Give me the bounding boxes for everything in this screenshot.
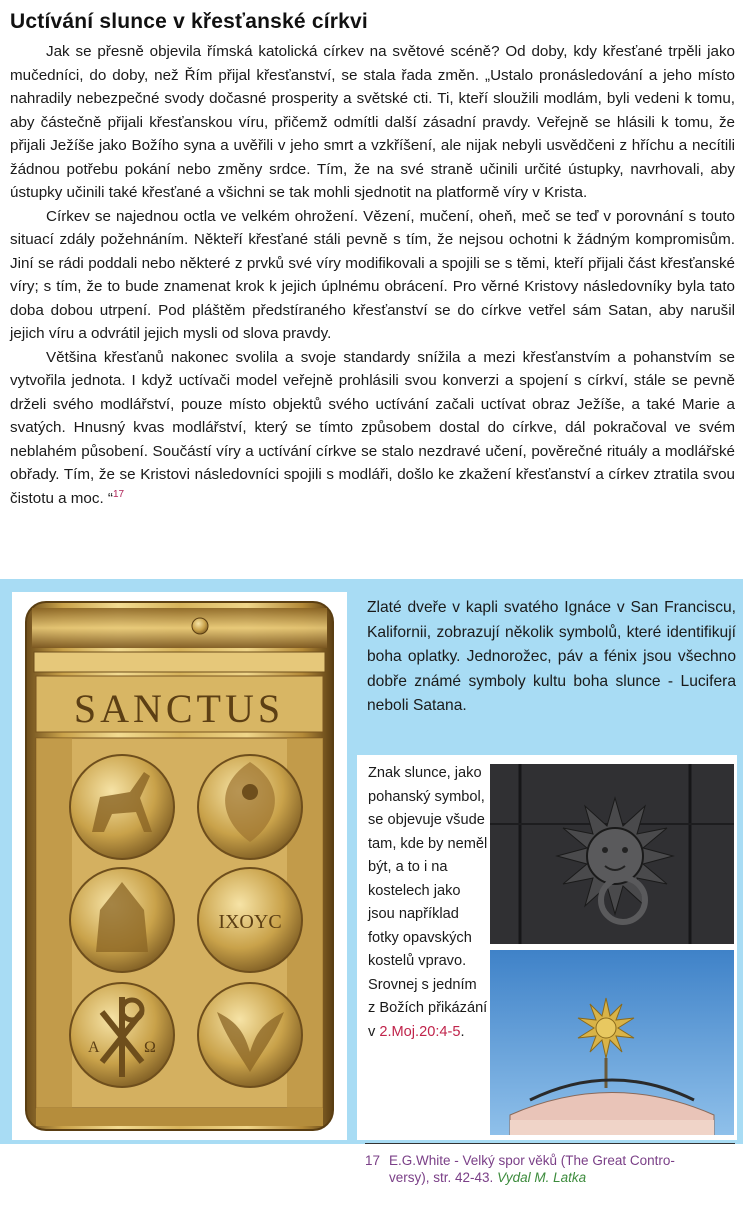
tabernacle-inscription: SANCTUS	[73, 686, 285, 731]
paragraph-3-text: Většina křesťanů nakonec svolila a svoje standardy snížila a mezi křesťanstvím a pohanstvím se vytvořila jednota. I když uctívači model veřejně prohlásili svou konverzi a spojení s církví, stále se pevně drželi svého modlářství, pouze místo objektů svého uctívání začali uctívat obraz Ježíše, a také Marie a svatých. Hnusný kvas modlářství, který se tímto způsobem dostal do církve, dál pokračoval ve svém neblahém působení. Součástí víry a uctívání církve se stalo nezdravé učení, pověrečné rituály a modlářské obřady. Tím, že se Kristovi následovníci spojili s modláři, došlo ke zkažení křesťanství a církev ztratila svou čistotu a moc. “	[10, 348, 735, 507]
footnote-reference[interactable]: 17	[112, 488, 125, 500]
church-sun-photo	[490, 950, 734, 1135]
sun-knocker-image	[490, 764, 734, 944]
sun-knocker-photo	[490, 764, 734, 944]
footnote-publisher: Vydal M. Latka	[497, 1170, 587, 1185]
footnote-text-2: versy), str. 42-43.	[389, 1170, 494, 1185]
footnote-line-2	[365, 1169, 737, 1186]
sun-caption-end: .	[460, 1023, 465, 1040]
ixoyc-text: IXOYC	[218, 911, 282, 933]
paragraph-2: Církev se najednou octla ve velkém ohrožení. Vězení, mučení, oheň, meč se teď v porovnání s touto situací zdály požehnáním. Někteří křesťané stáli pevně s tím, že nejsou ochotni k žádným kompromisům. Jiní se rádi poddali nebo některé z prvků své víry modifikovali a spojili se s těmi, kteří přijali část křesťanské víry; s tím, že to bude znamenat krok k jejich úplnému obrácení. Pro věrné Kristovy následovníky byla tato doba dobou utrpení. Pod pláštěm předstíraného křesťanství se do církve vetřel sám Satan, aby narušil jejich víru a odvrátil jejich mysli od slova pravdy.	[10, 207, 735, 342]
tabernacle-caption: Zlaté dveře v kapli svatého Ignáce v San Franciscu, Kalifornii, zobrazují několik symbolů, které identifikují boha oplatky. Jednorožec, páv a fénix jsou všechno dobře známé symboly kultu boha slunce - Lucifera neboli Satana.	[367, 599, 736, 714]
omega-letter: Ω	[144, 1039, 156, 1056]
footnote-divider	[365, 1143, 735, 1144]
medallion-mitre	[70, 868, 174, 972]
footnote-line-1	[365, 1152, 737, 1169]
footnote	[365, 1152, 737, 1186]
medallion-phoenix	[198, 983, 302, 1087]
paragraph-1: Jak se přesně objevila římská katolická církev na světové scéně? Od doby, kdy křesťané trpěli jako mučedníci, do doby, než Řím přijal křesťanství, se stala řada změn. „Ustalo pronásledování a jeho místo nahradily nebezpečné svody dočasné prosperity a světské cti. Ti, kteří sloužili modlám, byli vedeni k tomu, aby částečně přijali křesťanskou víru, přičemž odmítli další zásadní pravdy. Veřejně se hlásili k tomu, že přijali Ježíše jako Božího syna a uvěřili v jeho smrt a vzkříšení, ale nijak nebyli usvědčeni z hříchu a necítili žádnou potřebu pokání nebo změny srdce. Tím, že na své straně učinili určité ústupky, navrhovali, aby ústupky učinili také křesťané a všichni se tak mohli sjednotit na platformě víry v Krista.	[10, 43, 735, 201]
medallion-chi-rho	[70, 983, 174, 1087]
footnote-number: 17	[365, 1153, 381, 1168]
medallion-unicorn	[70, 755, 174, 859]
sun-caption-text: Znak slunce, jako pohanský symbol, se objevuje všude tam, kde by neměl být, a to i na kostelech jako jsou například fotky opavských kostelů vpravo. Srovnej s jedním z Božích přikázání v	[368, 765, 488, 1040]
sun-symbol-caption	[368, 762, 488, 1044]
tabernacle-door-photo	[12, 592, 347, 1140]
bible-reference-link[interactable]: 2.Moj.20:4-5	[379, 1023, 461, 1040]
medallion-peacock	[198, 755, 302, 859]
article-heading: Uctívání slunce v křesťanské církvi	[10, 10, 368, 33]
tabernacle-door-image	[12, 592, 347, 1140]
article-body	[10, 40, 735, 510]
medallion-ixoyc	[198, 868, 302, 972]
alpha-letter: A	[88, 1039, 100, 1056]
church-sun-image	[490, 950, 734, 1135]
paragraph-3	[10, 346, 735, 511]
footnote-text-1: E.G.White - Velký spor věků (The Great Contro-	[389, 1153, 675, 1168]
